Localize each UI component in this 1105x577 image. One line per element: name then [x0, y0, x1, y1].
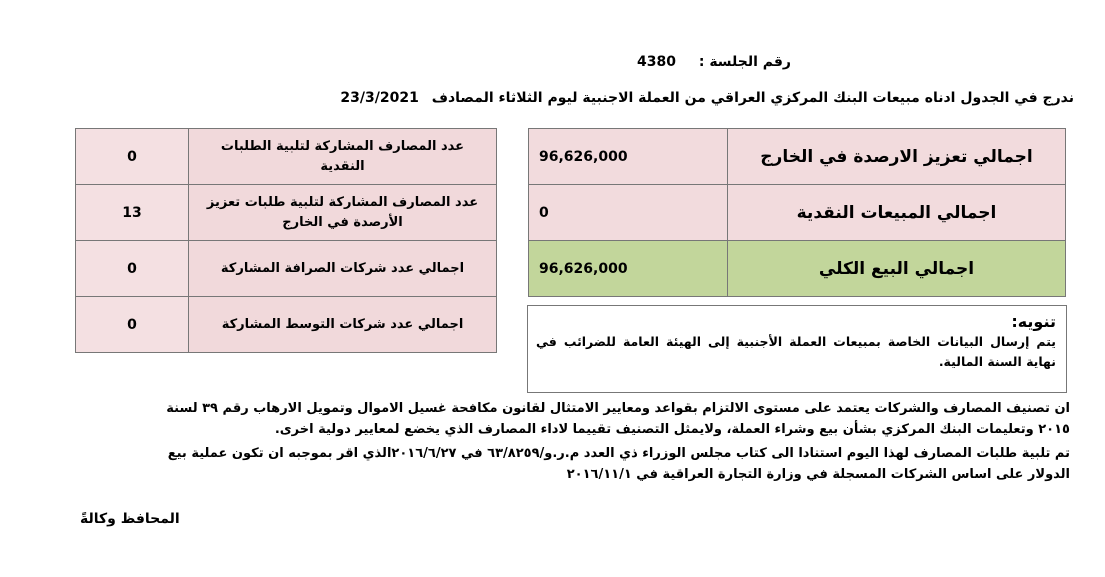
row-label: اجمالي عدد شركات الصرافة المشاركة	[189, 241, 497, 297]
report-date: 23/3/2021	[340, 90, 419, 106]
row-value: 96,626,000	[529, 241, 728, 297]
session-label: رقم الجلسة :	[698, 54, 791, 70]
notice-title: تنويه:	[1011, 312, 1056, 331]
row-value: 0	[76, 241, 189, 297]
row-value: 96,626,000	[529, 129, 728, 185]
row-label: اجمالي عدد شركات التوسط المشاركة	[189, 297, 497, 353]
row-value: 0	[76, 297, 189, 353]
intro-text: ندرج في الجدول ادناه مبيعات البنك المركزي العراقي من العملة الاجنبية ليوم الثلاثاء المصادف	[431, 90, 1074, 106]
session-number: 4380	[637, 54, 676, 70]
row-value: 13	[76, 185, 189, 241]
row-value: 0	[529, 185, 728, 241]
notice-box	[527, 305, 1067, 393]
intro-line	[340, 90, 1074, 106]
row-label: اجمالي تعزيز الارصدة في الخارج	[728, 129, 1066, 185]
session-line	[637, 54, 791, 70]
participation-table	[75, 128, 497, 353]
notice-body: يتم إرسال البيانات الخاصة بمبيعات العملة الأجنبية إلى الهيئة العامة للضرائب في نهاية السنة المالية.	[536, 334, 1056, 369]
row-label: اجمالي المبيعات النقدية	[728, 185, 1066, 241]
sales-totals-table	[528, 128, 1066, 297]
table-row-total	[529, 241, 1066, 297]
signature: المحافظ وكالةً	[80, 511, 180, 527]
table-row	[76, 241, 497, 297]
table-row	[76, 297, 497, 353]
classification-paragraph: ان تصنيف المصارف والشركات يعتمد على مستوى الالتزام بقواعد ومعايير الامتثال لقانون مكافحة غسيل الاموال وتمويل الارهاب رقم ٣٩ لسنة ٢٠١٥ وتعليمات البنك المركزي بشأن بيع وشراء العملة، ولايمثل التصنيف تقييما لاداء المصارف الذي يخضع لمعايير دولية اخرى.	[166, 401, 1070, 437]
table-row	[76, 185, 497, 241]
row-label: عدد المصارف المشاركة لتلبية الطلبات النقدية	[189, 129, 497, 185]
row-value: 0	[76, 129, 189, 185]
table-row	[76, 129, 497, 185]
table-row	[529, 185, 1066, 241]
row-label: عدد المصارف المشاركة لتلبية طلبات تعزيز الأرصدة في الخارج	[189, 185, 497, 241]
table-row	[529, 129, 1066, 185]
fulfillment-paragraph: تم تلبية طلبات المصارف لهذا اليوم استنادا الى كتاب مجلس الوزراء ذي العدد م.ر.و/٦٣/٨٢٥٩ في ٢٠١٦/٦/٢٧الذي اقر بموجبه ان تكون عملية بيع الدولار على اساس الشركات المسجلة في وزارة التجارة العراقية في ٢٠١٦/١١/١	[167, 446, 1070, 482]
row-label: اجمالي البيع الكلي	[728, 241, 1066, 297]
